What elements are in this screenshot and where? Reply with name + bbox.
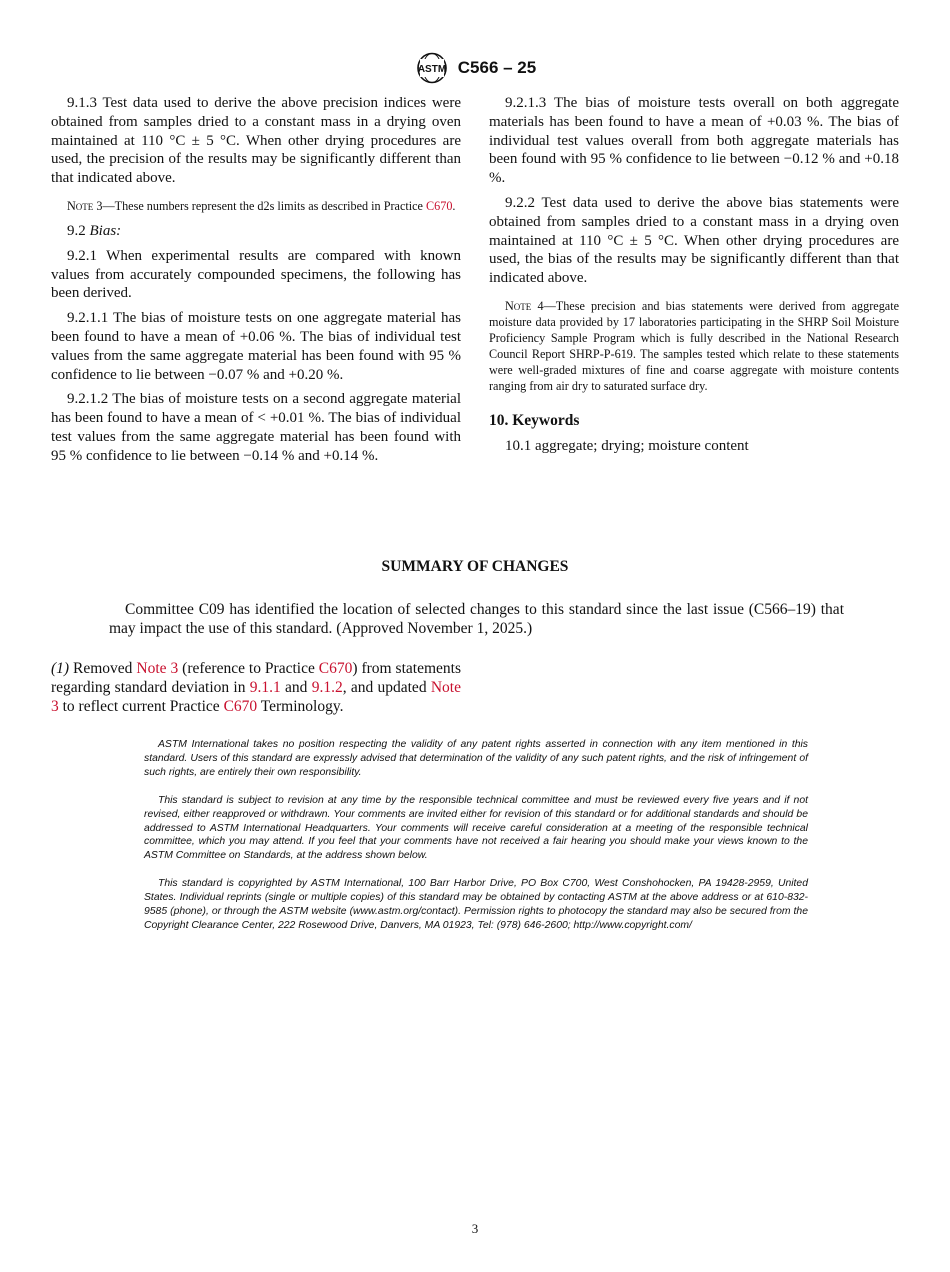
c670-link[interactable]: C670 <box>223 698 258 715</box>
left-column <box>51 94 461 472</box>
note-3-link[interactable]: Note 3 <box>51 679 461 715</box>
note-3-end: . <box>452 198 456 213</box>
section-9-2-1: 9.2.1 When experimental results are compared with known values from accurately compounded specimens, the following has been derived. <box>51 247 461 302</box>
note-3-link[interactable]: Note 3 <box>136 660 179 677</box>
section-9-2-1-3: 9.2.1.3 The bias of moisture tests overall on both aggregate materials has been found to have a mean of +0.03 %. The bias of individual test values overall from both aggregate materials has been found with 95 % confidence to lie between −0.12 % and +0.18 %. <box>489 95 899 187</box>
right-column <box>489 94 899 462</box>
note-3 <box>51 198 461 214</box>
revision-notice: This standard is subject to revision at any time by the responsible technical committee and must be reviewed every five years and if not revised, either reapproved or withdrawn. Your comments are invited either for revision of this standard or for additional standards and should be addressed to ASTM International Headquarters. Your comments will receive careful consideration at a meeting of the responsible technical committee, which you may attend. If you feel that your comments have not received a fair hearing you should make your views known to the ASTM Committee on Standards, at the address shown below. <box>144 794 808 862</box>
section-9-2-1-2: 9.2.1.2 The bias of moisture tests on a second aggregate material has been found to have a mean of < +0.01 %. The bias of individual test values from the same aggregate material has been found with 95 % confidence to lie between −0.14 % and +0.14 %. <box>51 391 461 464</box>
note-label: Note <box>67 198 94 213</box>
section-9-2-number: 9.2 <box>67 222 90 239</box>
change-text: Removed <box>69 660 137 677</box>
keywords-heading: 10. Keywords <box>489 411 580 429</box>
section-9-1-1-link[interactable]: 9.1.1 <box>249 679 281 696</box>
change-text: , and updated <box>342 679 431 696</box>
change-number: (1) <box>51 660 70 677</box>
patent-notice: ASTM International takes no position respecting the validity of any patent rights asserted in connection with any item mentioned in this standard. Users of this standard are expressly advised that determination of the validity of any such patent rights, and the risk of infringement of such rights, are entirely their own responsibility. <box>144 739 808 778</box>
change-text: (reference to Practice <box>178 660 319 677</box>
section-9-2-title: Bias: <box>89 222 122 239</box>
astm-logo-icon <box>414 52 450 84</box>
note-4-text: 4—These precision and bias statements were derived from aggregate moisture data provided by 17 laboratories participating in the SHRP Soil Moisture Proficiency Sample Program which is fully described in the National Research Council Report SHRP-P-619. The samples tested which relate to these statements were well-graded mixtures of fine and coarse aggregate with moisture contents ranging from air dry to saturated surface dry. <box>489 298 899 393</box>
section-9-2-2: 9.2.2 Test data used to derive the above bias statements were obtained from samples dried to a constant mass in a drying oven maintained at 110 °C ± 5 °C. When other drying procedures are used, the bias of the results may be significantly different than that indicated above. <box>489 194 899 287</box>
change-text: and <box>280 679 312 696</box>
note-label: Note <box>505 298 532 313</box>
change-text: to reflect current Practice <box>58 698 224 715</box>
c670-link[interactable]: C670 <box>426 198 453 213</box>
c670-link[interactable]: C670 <box>318 660 353 677</box>
document-designation: C566 – 25 <box>457 58 537 77</box>
note-4 <box>489 298 899 394</box>
section-10-1: 10.1 aggregate; drying; moisture content <box>505 437 749 454</box>
change-text: ) from statements regarding standard deviation in <box>51 660 461 696</box>
svg-text:ASTM: ASTM <box>417 64 446 75</box>
section-9-1-3: 9.1.3 Test data used to derive the above precision indices were obtained from samples dried to a constant mass in a drying oven maintained at 110 °C ± 5 °C. When other drying procedures are used, the precision of the results may be significantly different than that indicated above. <box>51 95 461 187</box>
legal-notices <box>144 738 808 947</box>
summary-of-changes-title: SUMMARY OF CHANGES <box>381 558 569 575</box>
copyright-notice: This standard is copyrighted by ASTM International, 100 Barr Harbor Drive, PO Box C700, West Conshohocken, PA 19428-2959, United States. Individual reprints (single or multiple copies) of this standard may be obtained by contacting ASTM at the above address or at 610-832-9585 (phone), or through the ASTM website (www.astm.org/contact). Permission rights to photocopy the standard may also be secured from the Copyright Clearance Center, 222 Rosewood Drive, Danvers, MA 01923, Tel: (978) 646-2600; http://www.copyright.com/ <box>144 878 808 931</box>
note-3-text: 3—These numbers represent the d2s limits as described in Practice <box>93 198 426 213</box>
section-9-2 <box>51 222 461 241</box>
change-text: Terminology. <box>257 698 344 715</box>
page-header <box>0 52 950 84</box>
section-9-2-1-1: 9.2.1.1 The bias of moisture tests on one aggregate material has been found to have a mean of +0.06 %. The bias of individual test values from the same aggregate material has been found with 95 % confidence to lie between −0.07 % and +0.20 %. <box>51 310 461 383</box>
section-9-1-2-link[interactable]: 9.1.2 <box>311 679 343 696</box>
summary-intro: Committee C09 has identified the location of selected changes to this standard since the last issue (C566–19) that may impact the use of this standard. (Approved November 1, 2025.) <box>109 601 844 637</box>
change-item-1 <box>51 659 461 716</box>
page-number: 3 <box>471 1221 479 1236</box>
